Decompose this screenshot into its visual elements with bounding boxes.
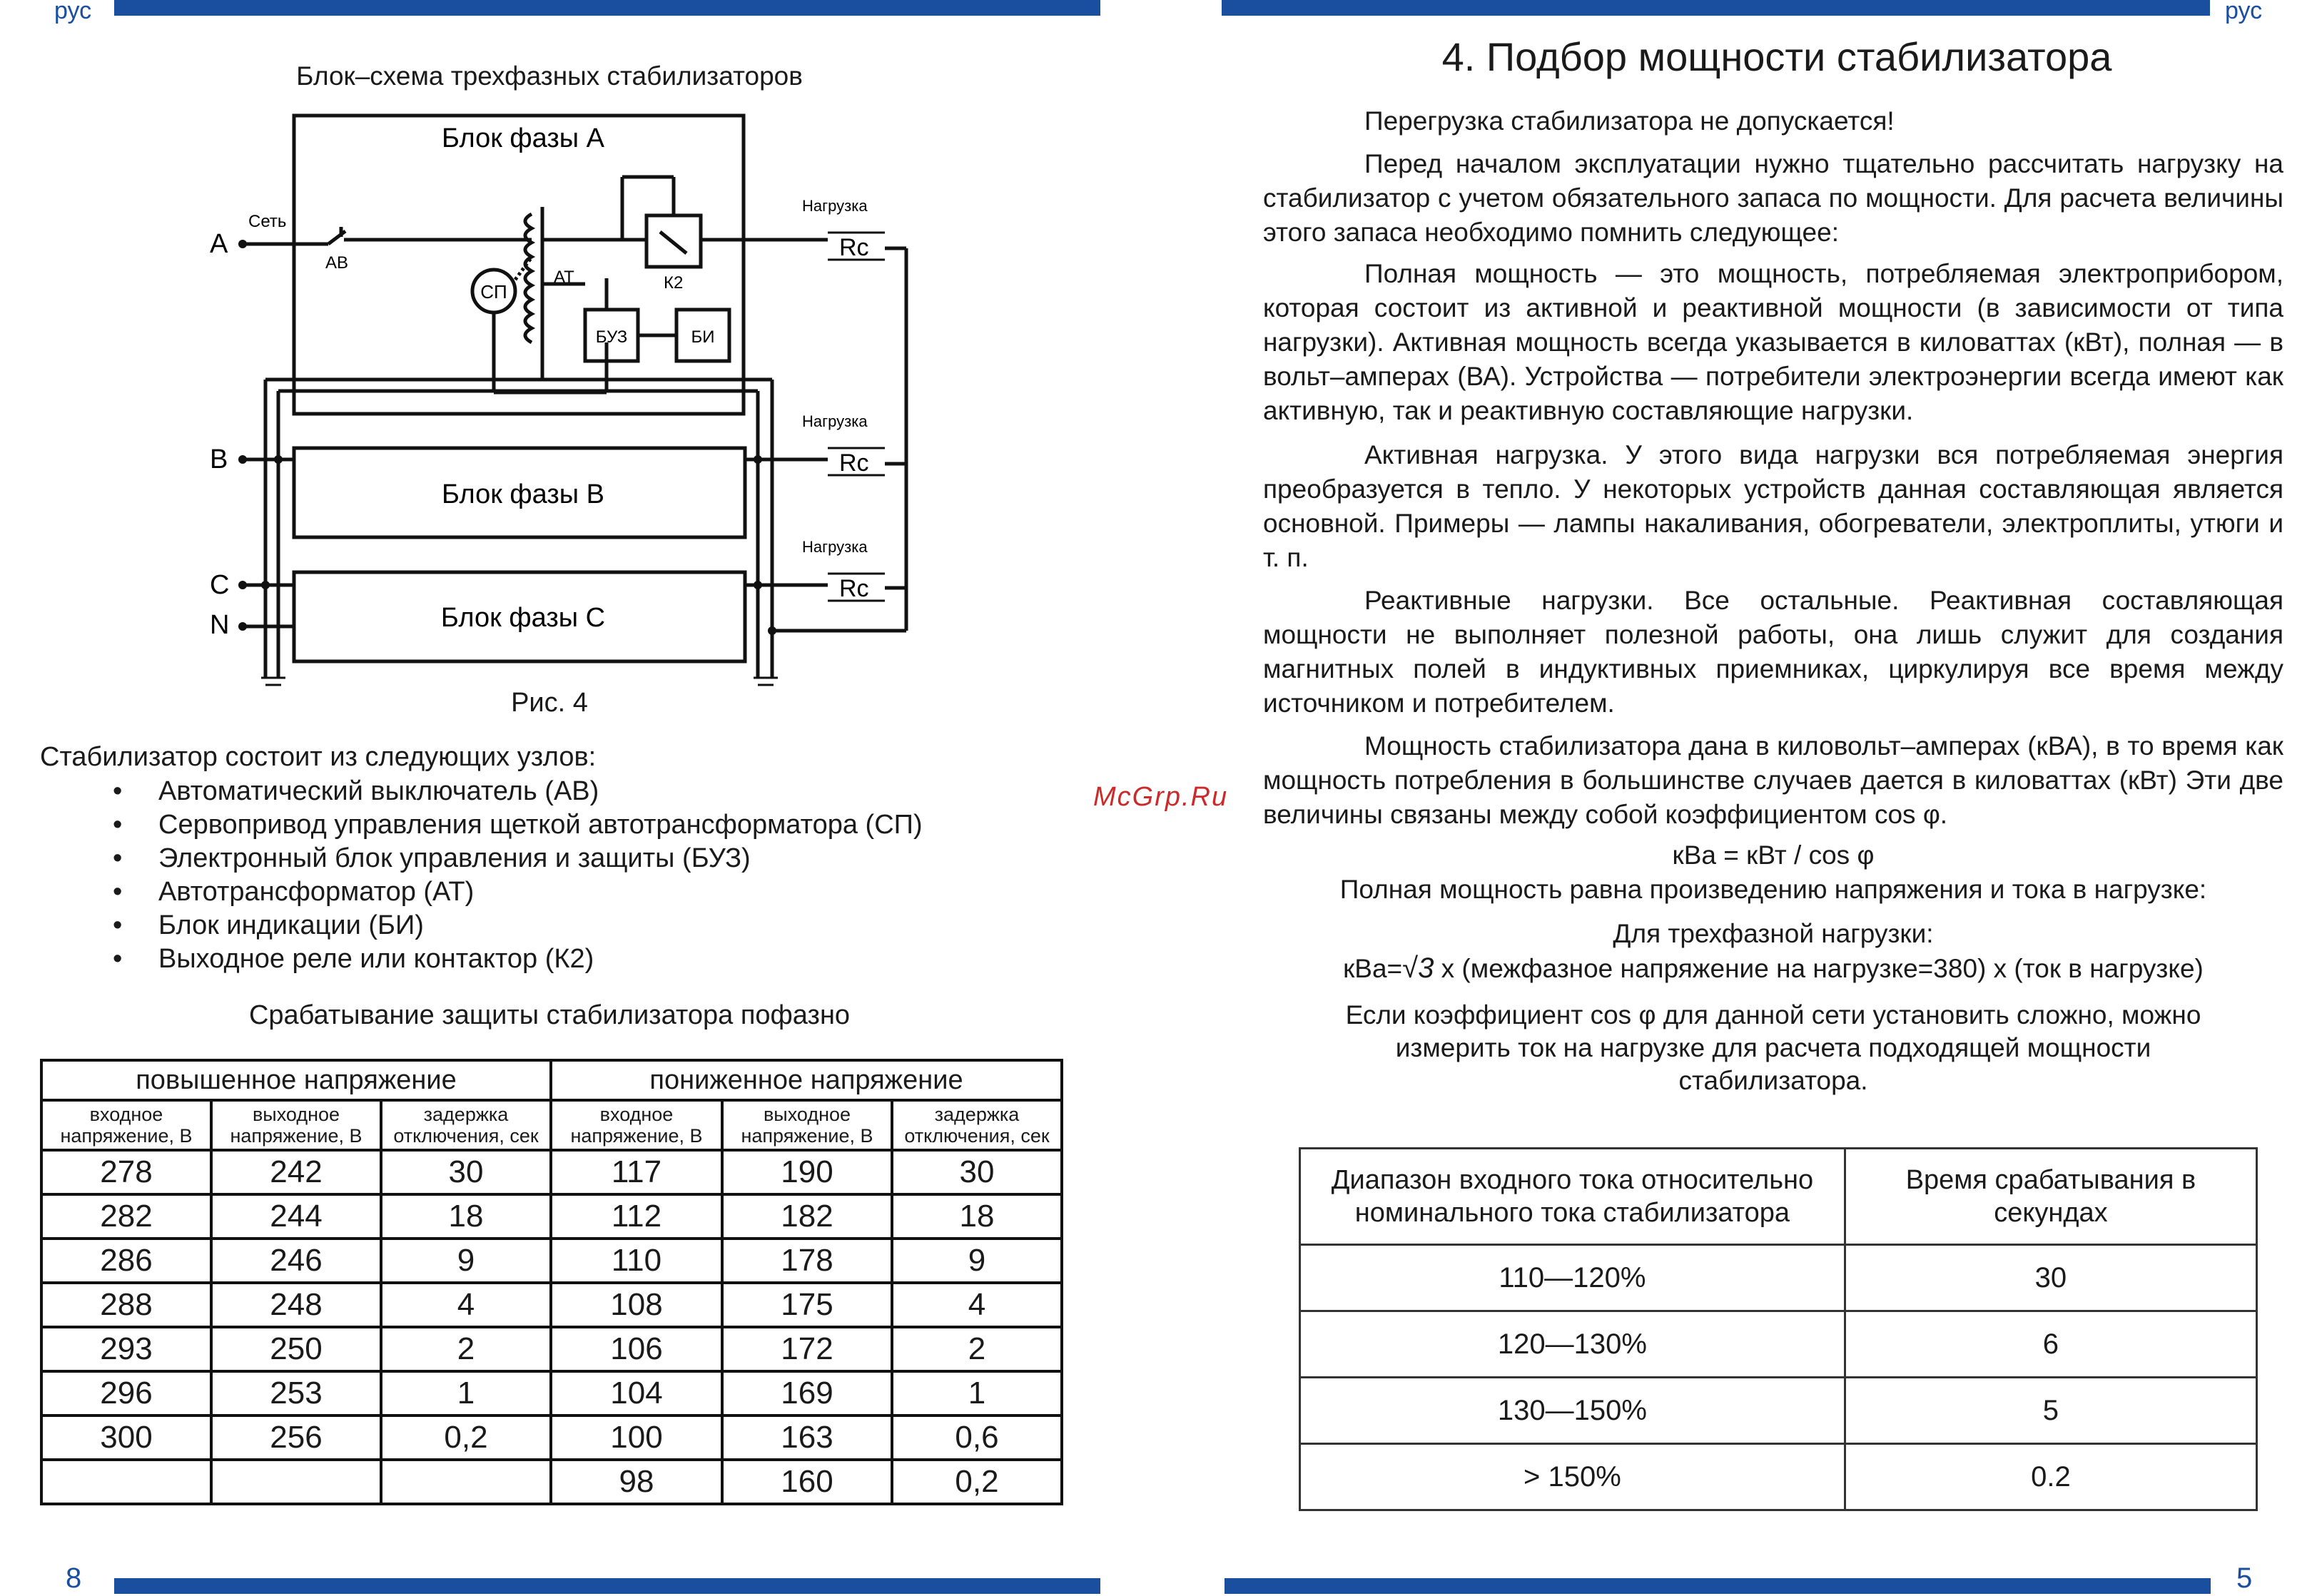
current-response-table (1299, 1147, 2258, 1511)
load-label-c: Нагрузка (802, 538, 868, 556)
load-label-a: Нагрузка (802, 197, 868, 215)
table-row: 278 242 30 117 190 30 (41, 1150, 1062, 1194)
paragraph-intro: Перед началом эксплуатации нужно тщательно рассчитать нагрузку на стабилизатор с учетом обязательного запаса по мощности. Для расчета величины этого запаса необходимо помнить следующее: (1263, 149, 2283, 247)
load-label-b: Нагрузка (802, 412, 868, 430)
footer-bar-right (1225, 1578, 2211, 1594)
footer-bar-left (114, 1578, 1100, 1594)
table-header: Диапазон входного тока относительно номинального тока стабилизатора (1300, 1149, 1845, 1245)
formula-kva: кВа = кВт / cos φ (1672, 840, 1875, 870)
diagram-title: Блок–схема трехфазных стабилизаторов (296, 61, 803, 91)
table-row: 130—150% 5 (1300, 1378, 2257, 1444)
list-item: • Электронный блок управления и защиты (БУЗ) (113, 843, 751, 873)
components-intro: Стабилизатор состоит из следующих узлов: (40, 742, 597, 772)
lang-label-left: рус (54, 0, 92, 24)
table-row: 293 250 2 106 172 2 (41, 1327, 1062, 1371)
protection-table (40, 1059, 1063, 1505)
lang-label-right: рус (2225, 0, 2263, 24)
rc-label-b: Rc (839, 449, 869, 477)
list-item: • Блок индикации (БИ) (113, 910, 424, 940)
list-item: • Автотрансформатор (АТ) (113, 877, 475, 907)
sp-label: СП (480, 281, 507, 303)
av-label: АВ (325, 253, 349, 273)
figure-caption: Рис. 4 (511, 688, 588, 718)
formula-three-phase: кВа=√3 х (межфазное напряжение на нагрузке=380) х (ток в нагрузке) (1343, 952, 2204, 984)
phase-b-label: В (210, 444, 228, 474)
page-number-right: 5 (2236, 1562, 2253, 1594)
bi-label: БИ (691, 327, 715, 347)
subheader: выходное напряжение, В (722, 1100, 892, 1150)
grid-label: Сеть (248, 212, 287, 231)
neutral-label: N (210, 610, 230, 640)
table-row: 296 253 1 104 169 1 (41, 1371, 1062, 1415)
group-low-header: пониженное напряжение (551, 1060, 1062, 1100)
watermark: McGrp.Ru (1093, 782, 1229, 812)
paragraph-kva: Мощность стабилизатора дана в киловольт–амперах (кВА), в то время как мощность потребления в большинстве случаев дается в киловаттах (кВт) Эти две величины связаны между собой коэффициентом cos φ. (1263, 731, 2283, 829)
header-bar-right (1222, 0, 2210, 16)
table-header: Время срабатывания в секундах (1845, 1149, 2256, 1245)
k2-label: К2 (664, 273, 684, 293)
page-number-left: 8 (66, 1562, 82, 1594)
protection-table-title: Срабатывание защиты стабилизатора пофазно (248, 1000, 851, 1030)
rc-label-a: Rc (839, 234, 869, 261)
table-row: 110—120% 30 (1300, 1245, 2257, 1311)
rc-label-c: Rc (839, 575, 869, 602)
paragraph-reactive-load: Реактивные нагрузки. Все остальные. Реактивная составляющая мощности не выполняет полезной работы, она лишь служит для создания магнитных полей в индуктивных приемниках, циркулируя все время между источником и потребителем. (1263, 586, 2283, 718)
subheader: входное напряжение, В (41, 1100, 211, 1150)
table-row: 282 244 18 112 182 18 (41, 1194, 1062, 1239)
table-row: 286 246 9 110 178 9 (41, 1239, 1062, 1283)
subheader: задержка отключения, сек (381, 1100, 551, 1150)
components-list (113, 775, 923, 976)
paragraph-active-load: Активная нагрузка. У этого вида нагрузки вся потребляемая энергия преобразуется в тепло. У некоторых устройств данная составляющая является основной. Примеры — лампы накаливания, обогреватели, электроплиты, утюги и т. п. (1263, 440, 2283, 572)
full-power-line: Полная мощность равна произведению напряжения и тока в нагрузке: (1339, 875, 2207, 904)
subheader: задержка отключения, сек (892, 1100, 1062, 1150)
subheader: выходное напряжение, В (211, 1100, 381, 1150)
block-b-label: Блок фазы В (441, 479, 605, 509)
table-row: 120—130% 6 (1300, 1311, 2257, 1378)
list-item: • Выходное реле или контактор (К2) (113, 944, 594, 974)
paragraph-measure-current: Если коэффициент cos φ для данной сети установить сложно, можно измерить ток на нагрузке для расчета подходящей мощности стабилизатора. (1345, 1000, 2201, 1095)
block-c-label: Блок фазы С (440, 603, 606, 633)
header-bar-left (114, 0, 1100, 16)
three-phase-line: Для трехфазной нагрузки: (1613, 919, 1934, 948)
table-row: 300 256 0,2 100 163 0,6 (41, 1415, 1062, 1460)
table-row: 288 248 4 108 175 4 (41, 1283, 1062, 1327)
phase-a-label: А (210, 229, 228, 259)
subheader: входное напряжение, В (551, 1100, 722, 1150)
block-diagram (0, 100, 928, 699)
list-item: • Сервопривод управления щеткой автотрансформатора (СП) (113, 810, 923, 840)
phase-c-label: С (210, 570, 230, 600)
at-label: АТ (554, 268, 574, 287)
group-high-header: повышенное напряжение (41, 1060, 551, 1100)
sqrt3: √3 (1402, 952, 1434, 984)
table-row: > 150% 0.2 (1300, 1444, 2257, 1510)
table-row: 98 160 0,2 (41, 1460, 1062, 1504)
block-a-label: Блок фазы А (441, 123, 605, 153)
paragraph-overload: Перегрузка стабилизатора не допускается! (1364, 106, 1895, 136)
list-item: • Автоматический выключатель (АВ) (113, 776, 599, 806)
section-title: 4. Подбор мощности стабилизатора (1441, 34, 2112, 79)
buz-label: БУЗ (595, 327, 628, 347)
paragraph-full-power: Полная мощность — это мощность, потребляемая электроприбором, которая состоит из активной и реактивной мощности (в зависимости от типа нагрузки). Активная мощность всегда указывается в киловаттах (кВт), полная — в вольт–амперах (ВА). Устройства — потребители электроэнергии всегда имеют как активную, так и реактивную составляющие нагрузки. (1263, 259, 2283, 425)
block-a-frame (294, 116, 744, 414)
